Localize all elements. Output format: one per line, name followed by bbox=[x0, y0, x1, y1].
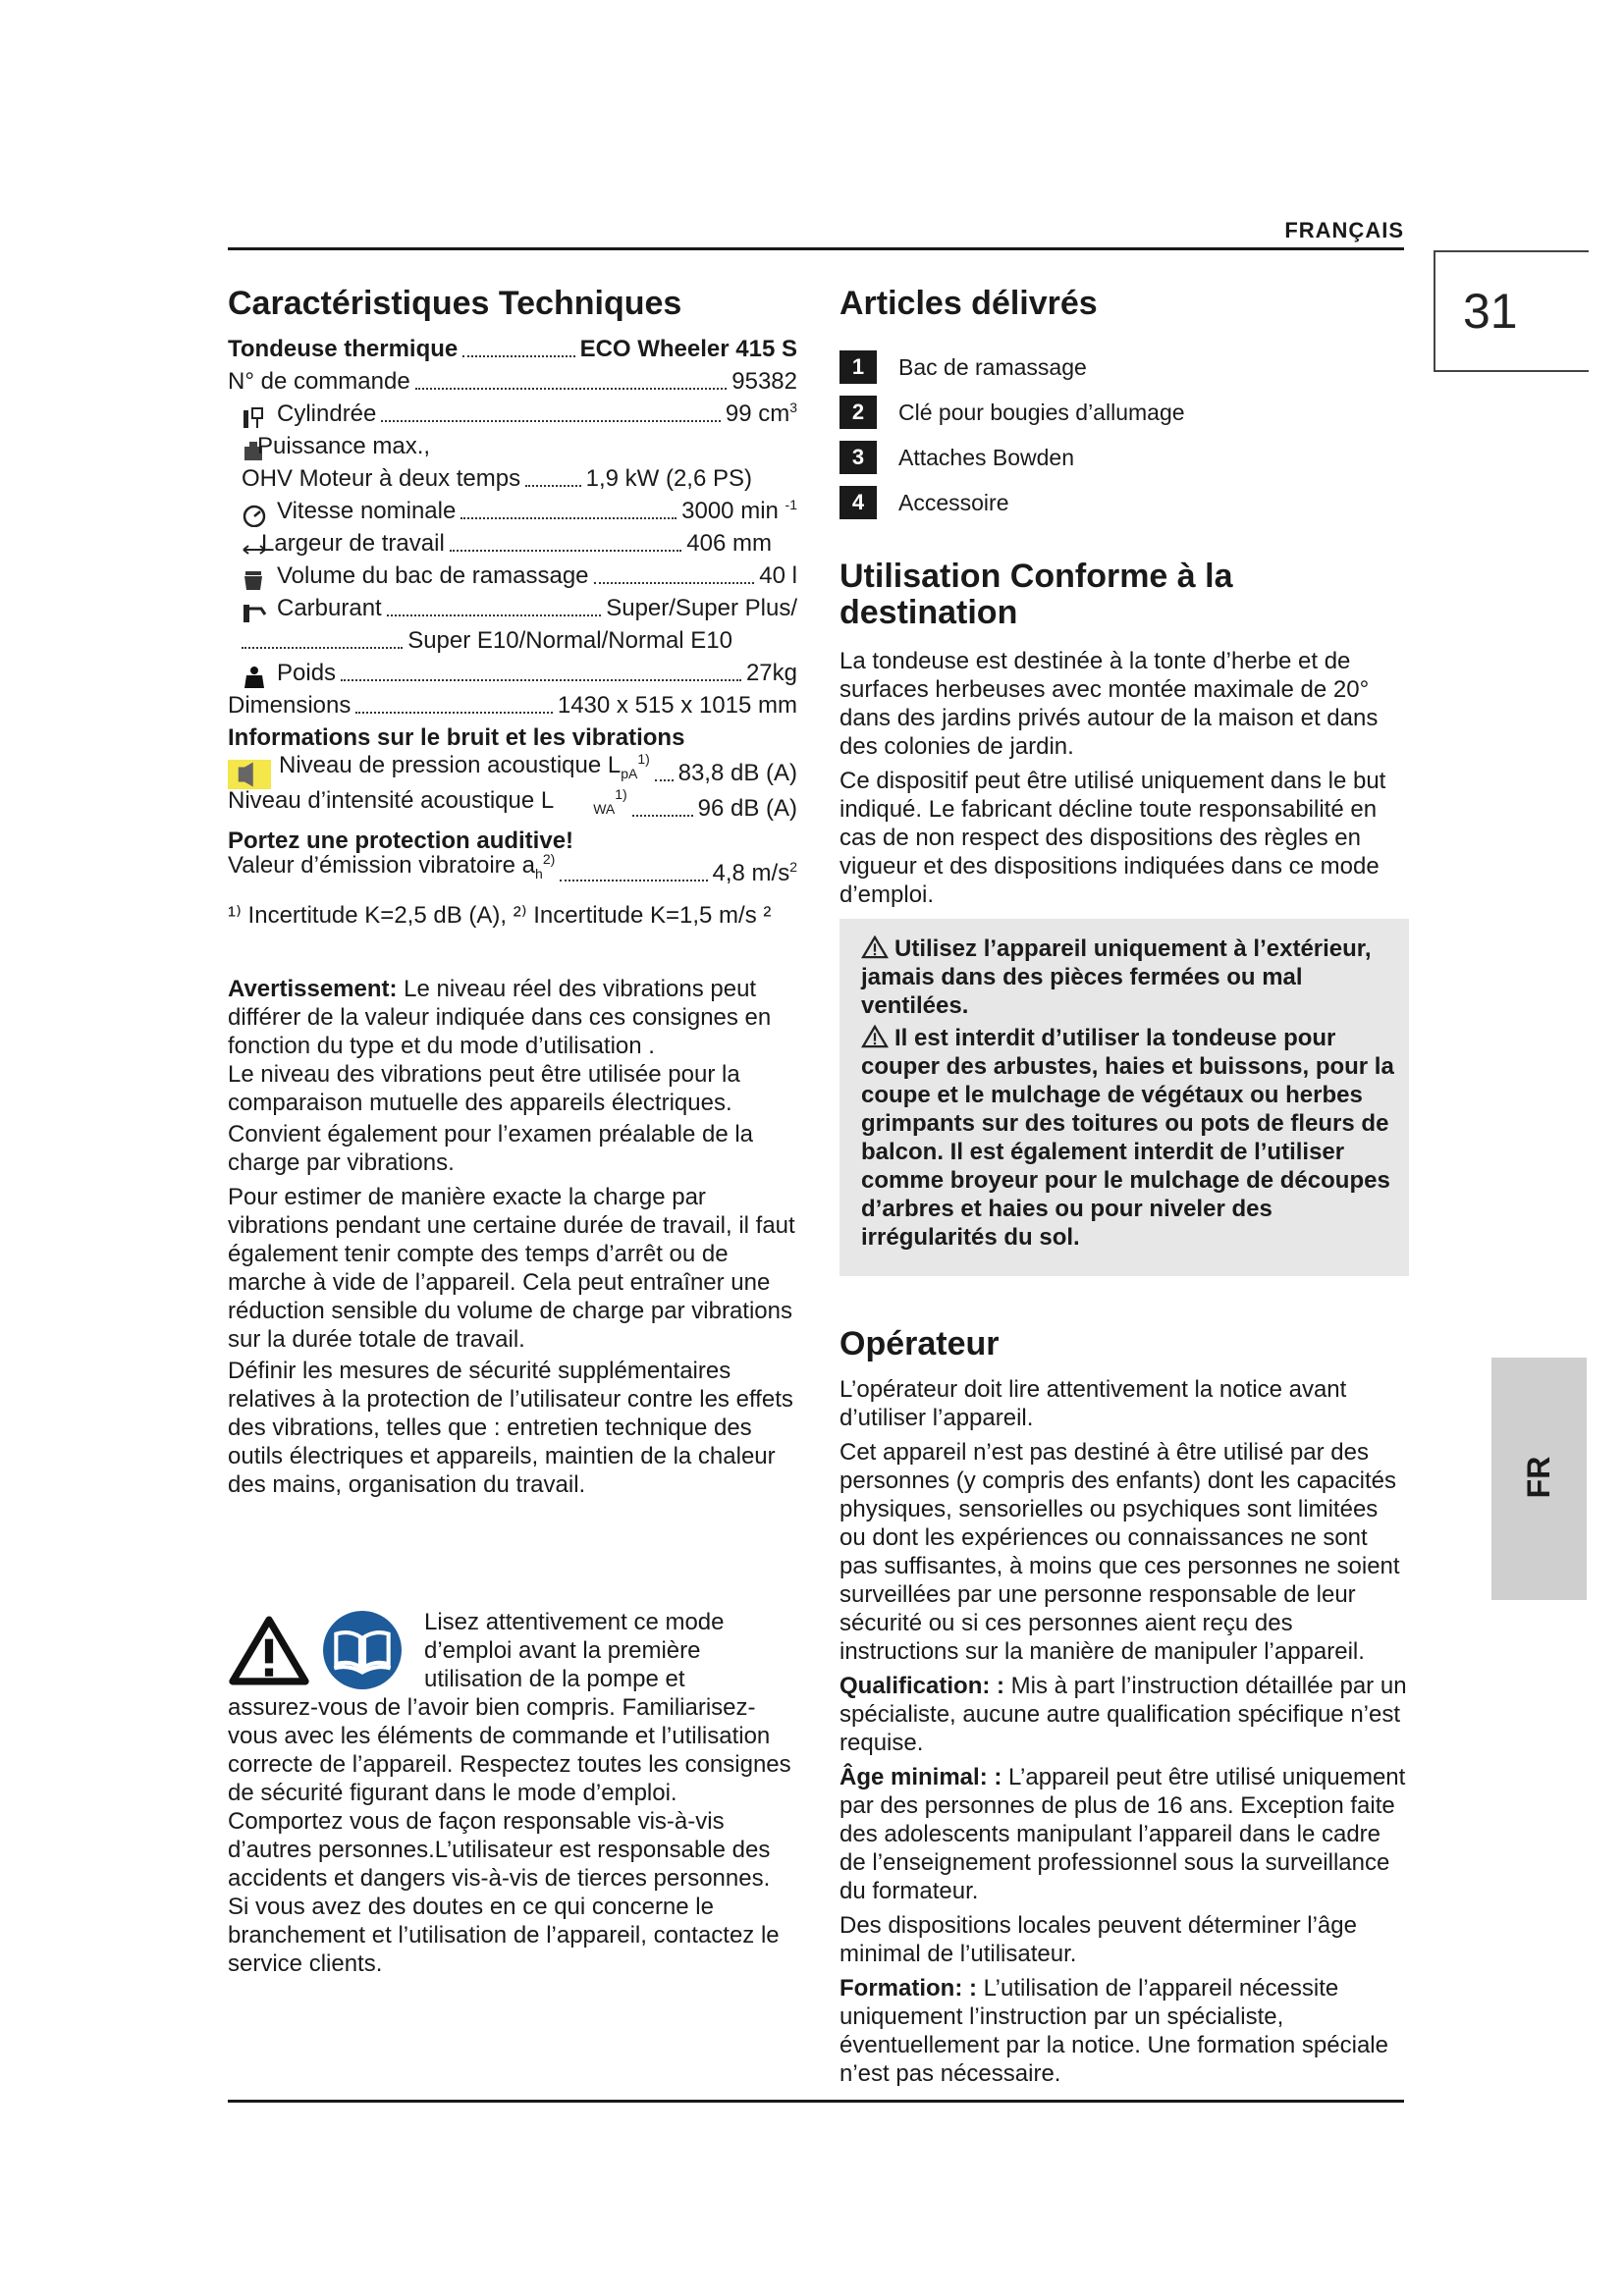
top-rule bbox=[228, 247, 1404, 250]
spec-fuel: Carburant Super/Super Plus/ bbox=[228, 592, 797, 624]
spec-pressure: Niveau de pression acoustique $L_{pA}^{1)}$ 83,8 dB (A) bbox=[228, 754, 797, 789]
intended-use-title: Utilisation Conforme à la destination bbox=[839, 558, 1233, 631]
read-manual-icon bbox=[322, 1610, 403, 1690]
weight-icon bbox=[242, 666, 267, 689]
list-item: 3 Attaches Bowden bbox=[839, 435, 1409, 480]
min-age-label: Âge minimal: : bbox=[839, 1764, 1002, 1790]
tech-spec-list bbox=[228, 333, 797, 932]
spec-power-2: OHV Moteur à deux temps 1,9 kW (2,6 PS) bbox=[242, 465, 752, 492]
speed-gauge-icon bbox=[242, 504, 267, 527]
spec-dimensions: Dimensions 1430 x 515 x 1015 mm bbox=[228, 692, 797, 719]
noise-title: Informations sur le bruit et les vibrations bbox=[228, 724, 685, 751]
warning-lead: Avertissement: bbox=[228, 976, 398, 1002]
spec-intensity: Niveau d’intensité acoustique L $_{WA}^{1)}$ 96 dB (A) bbox=[228, 786, 797, 822]
language-side-tab-label: FR bbox=[1521, 1456, 1556, 1499]
hearing-protection: Portez une protection auditive! bbox=[228, 828, 574, 854]
safety-warning-text: Utilisez l’appareil uniquement à l’extérieur, jamais dans des pièces fermées ou mal ventilées. Il est interdit d’utiliser la tondeuse pour couper des arbustes, haies et buissons, pour la coupe et le mulchage de végétaux ou herbes grimpants sur des toitures ou pots de fleurs de balcon. Il est également interdit de l’utiliser comme broyeur pour le mulchage de découpes d’arbres et haies ou pour niveler des irrégularités du sol. bbox=[861, 935, 1394, 1251]
warning-triangle-icon bbox=[861, 935, 889, 959]
read-manual-text: assurez-vous de l’avoir bien compris. Familiarisez-vous avec les éléments de commande et l’utilisation correcte de l’appareil. Respectez toutes les consignes de sécurité figurant dans le mode d’emploi. Comportez vous de façon responsable vis-à-vis d’autres personnes.L’utilisateur est responsable des accidents et dangers vis-à-vis de tierces personnes. Si vous avez des doutes en ce qui concerne le branchement et l’utilisation de l’appareil, contactez le service clients. bbox=[228, 1694, 791, 1977]
spec-bag: Volume du bac de ramassage 40 l bbox=[228, 560, 797, 592]
spec-footnote: ¹⁾ Incertitude K=2,5 dB (A), ²⁾ Incertitude K=1,5 m/s ² bbox=[228, 902, 772, 929]
list-item: 4 Accessoire bbox=[839, 480, 1409, 525]
left-column bbox=[228, 285, 797, 1505]
displacement-icon bbox=[242, 406, 267, 430]
bottom-rule bbox=[228, 2100, 1404, 2103]
list-item: 1 Bac de ramassage bbox=[839, 345, 1409, 390]
page-number: 31 bbox=[1463, 284, 1518, 339]
spec-speed: Vitesse nominale 3000 min $^{-1}$ bbox=[228, 495, 797, 527]
warning-triangle-icon bbox=[861, 1025, 889, 1048]
spec-width: Largeur de travail 406 mm bbox=[228, 527, 772, 560]
vibration-warning: Avertissement: Le niveau réel des vibrations peut différer de la valeur indiquée dans ces consignes en fonction du type et du mode d’utilisation . Le niveau des vibrations peut être utilisée pour la comparaison mutuelle des appareils électriques. Convient également pour l’examen préalable de la charge par vibrations. Pour estimer de manière exacte la charge par vibrations pendant une certaine durée de travail, il faut également tenir compte des temps d’arrêt ou de marche à vide de l’appareil. Cela peut entraîner une réduction sensible du volume de charge par vibrations sur la durée totale de travail. Définir les mesures de sécurité supplémentaires relatives à la protection de l’utilisateur contre les effets des vibrations, telles que : entretien technique des outils électriques et appareils, maintien de la chaleur des mains, organisation du travail. bbox=[228, 976, 795, 1498]
spec-model: Tondeuse thermique ECO Wheeler 415 S bbox=[228, 336, 797, 362]
language-label: FRANÇAIS bbox=[1284, 218, 1404, 242]
fuel-nozzle-icon bbox=[242, 601, 267, 624]
list-item: 2 Clé pour bougies d’allumage bbox=[839, 390, 1409, 435]
spec-weight: Poids 27kg bbox=[228, 657, 797, 689]
warning-triangle-icon bbox=[228, 1615, 310, 1685]
read-manual-head: Lisez attentivement ce mode d’emploi avant la première utilisation de la pompe et bbox=[424, 1609, 725, 1692]
spec-vibration: Valeur d’émission vibratoire $a_h^{2)}$ 4,8 $m/s^2$ bbox=[228, 851, 797, 886]
spec-fuel-2: Super E10/Normal/Normal E10 bbox=[228, 624, 732, 657]
delivered-title: Articles délivrés bbox=[839, 285, 1098, 322]
spec-order: N° de commande 95382 bbox=[228, 368, 797, 395]
delivered-list bbox=[839, 345, 1409, 525]
operator-title: Opérateur bbox=[839, 1325, 1000, 1362]
qualification-label: Qualification: : bbox=[839, 1673, 1004, 1699]
spec-power-1: Puissance max., bbox=[228, 430, 797, 462]
right-column: Articles délivrés 1 Bac de ramassage 2 Clé pour bougies d’allumage 3 Attaches Bowden 4 Accessoire Utilisation Conforme à la destination La tondeuse est destinée à la tonte d’herbe et de surfaces herbeuses avec montée maximale de 20° dans des jardins privés autour de la maison et dans des colonies de jardin. Ce dispositif peut être utilisé uniquement dans le but indiqué. Le fabricant décline toute responsabilité en cas de non respect des dispositions des règles en vigueur et des dispositions indiquées dans ce mode d’emploi. bbox=[839, 285, 1409, 915]
spec-displacement: Cylindrée 99 $cm^3$ bbox=[228, 398, 797, 430]
operator-section: Opérateur L’opérateur doit lire attentivement la notice avant d’utiliser l’appareil. Cet appareil n’est pas destiné à être utilisé par des personnes (y compris des enfants) dont les capacités physiques, sensorielles ou psychiques sont limitées ou dont les expériences ou connaissances ne sont pas suffisantes, à moins que ces personnes ne soient surveillées par une personne responsable de leur sécurité ou si ces personnes aient reçu des instructions sur la manière de manipuler l’appareil. Qualification: : Mis à part l’instruction détaillée par un spécialiste, aucune autre qualification spécifique n’est requise. Âge minimal: : L’appareil peut être utilisé uniquement par des personnes de plus de 16 ans. Exception faite des adolescents manipulant l’appareil dans le cadre de l’enseignement professionnel sous la surveillance du formateur. Des dispositions locales peuvent déterminer l’âge minimal de l’utilisateur. Formation: : L’utilisation de l’appareil nécessite uniquement l’instruction par un spécialiste, éventuellement par la notice. Une formation spéciale n’est pas nécessaire. bbox=[839, 1325, 1409, 2094]
tech-title: Caractéristiques Techniques bbox=[228, 285, 682, 322]
grass-bag-icon bbox=[242, 568, 267, 592]
training-label: Formation: : bbox=[839, 1975, 977, 2002]
